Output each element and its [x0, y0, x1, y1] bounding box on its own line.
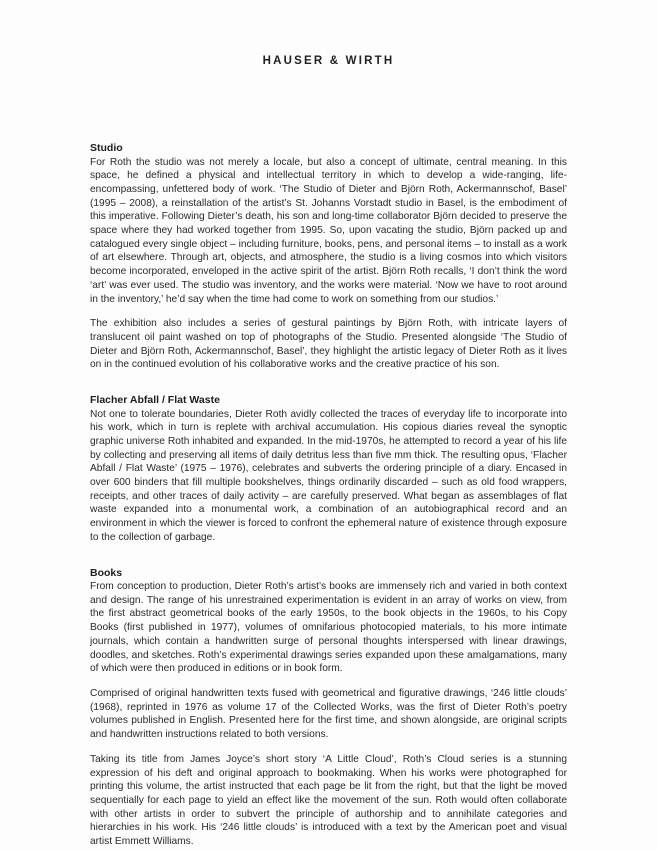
document-body — [90, 142, 567, 849]
section-heading-books: Books — [90, 566, 123, 579]
section-books — [90, 567, 567, 849]
paragraph: Taking its title from James Joyce’s short story ‘A Little Cloud’, Roth’s Cloud series is a stunning expression of his deft and original approach to bookmaking. When his works were photographed for printing this volume, the artist instructed that each page be lit from the right, but that the light be moved sequentially for each page to yield an effect like the movement of the sun. Roth would often collaborate with other artists in order to subvert the principle of authorship and to annihilate categories and hierarchies in his work. His ‘246 little clouds’ is introduced with a text by the American poet and visual artist Emmett Williams. — [90, 753, 567, 848]
section-flat-waste — [90, 394, 567, 545]
paragraph: From conception to production, Dieter Roth’s artist’s books are immensely rich and varied in both context and design. The range of his unrestrained experimentation is evident in an array of works on view, from the first abstract geometrical books of the early 1950s, to the book objects in the 1960s, to his Copy Books (first published in 1977), volumes of omnifarious photocopied materials, to his more intimate journals, which contain a handwritten surge of personal thoughts interspersed with linear drawings, doodles, and sketches. Roth’s experimental drawings series expanded upon these amalgamations, many of which were then produced in editions or in book form. — [90, 581, 567, 675]
paragraph: The exhibition also includes a series of gestural paintings by Björn Roth, with intricate layers of translucent oil paint washed on top of photographs of the Studio. Presented alongside ‘The Studio of Dieter and Björn Roth, Ackermannschof, Basel’, they highlight the artistic legacy of Dieter Roth as it lives on in the continued evolution of his collaborative works and the creative practice of his son. — [90, 318, 567, 371]
paragraph: Not one to tolerate boundaries, Dieter Roth avidly collected the traces of everyday life to incorporate into his work, which in turn is replete with archival accumulation. His copious diaries reveal the synoptic graphic universe Roth inhabited and expanded. In the mid-1970s, he attempted to record a year of his life by collecting and preserving all items of daily detritus less than five mm thick. The resulting opus, ‘Flacher Abfall / Flat Waste’ (1975 – 1976), celebrates and subverts the ordering principle of a diary. Encased in over 600 binders that fill multiple bookshelves, things ordinarily discarded – such as old food wrappers, receipts, and other traces of daily activity – are carefully preserved. What began as assemblages of flat waste expanded into a monumental work, a combination of an autobiographical record and an environment in which the viewer is forced to confront the ephemeral nature of existence through exposure to the collection of garbage. — [90, 408, 567, 543]
paragraph: Comprised of original handwritten texts fused with geometrical and figurative drawings, ‘246 little clouds’ (1968), reprinted in 1976 as volume 17 of the Collected Works, was the first of Dieter Roth’s poetry volumes published in English. Presented here for the first time, and shown alongside, are original scripts and handwritten instructions related to both versions. — [90, 688, 567, 741]
section-heading-studio: Studio — [90, 142, 123, 154]
section-studio — [90, 142, 567, 372]
paragraph: For Roth the studio was not merely a locale, but also a concept of ultimate, central meaning. In this space, he defined a physical and intellectual territory in which to develop a wide-ranging, life-encompassing, unfettered body of work. ‘The Studio of Dieter and Björn Roth, Ackermannschof, Basel’ (1995 – 2008), a reinstallation of the artist’s St. Johanns Vorstadt studio in Basel, is the embodiment of this imperative. Following Dieter’s death, his son and long-time collaborator Björn decided to preserve the space where they had worked together from 1995. So, upon vacating the studio, Björn packed up and catalogued every single object – including furniture, books, pens, and personal items – to install as a work of art elsewhere. Through art, objects, and atmosphere, the studio is a living cosmos into which visitors become incorporated, enveloped in the active spirit of the artist. Björn Roth recalls, ‘I don’t think the word ‘art’ was ever used. The studio was inventory, and the works were material. ‘Now we have to root around in the inventory,’ he’d say when the time had come to work on something from our studios.’ — [90, 156, 567, 305]
gallery-logo: HAUSER & WIRTH — [262, 55, 395, 67]
section-heading-flat-waste: Flacher Abfall / Flat Waste — [90, 394, 220, 407]
